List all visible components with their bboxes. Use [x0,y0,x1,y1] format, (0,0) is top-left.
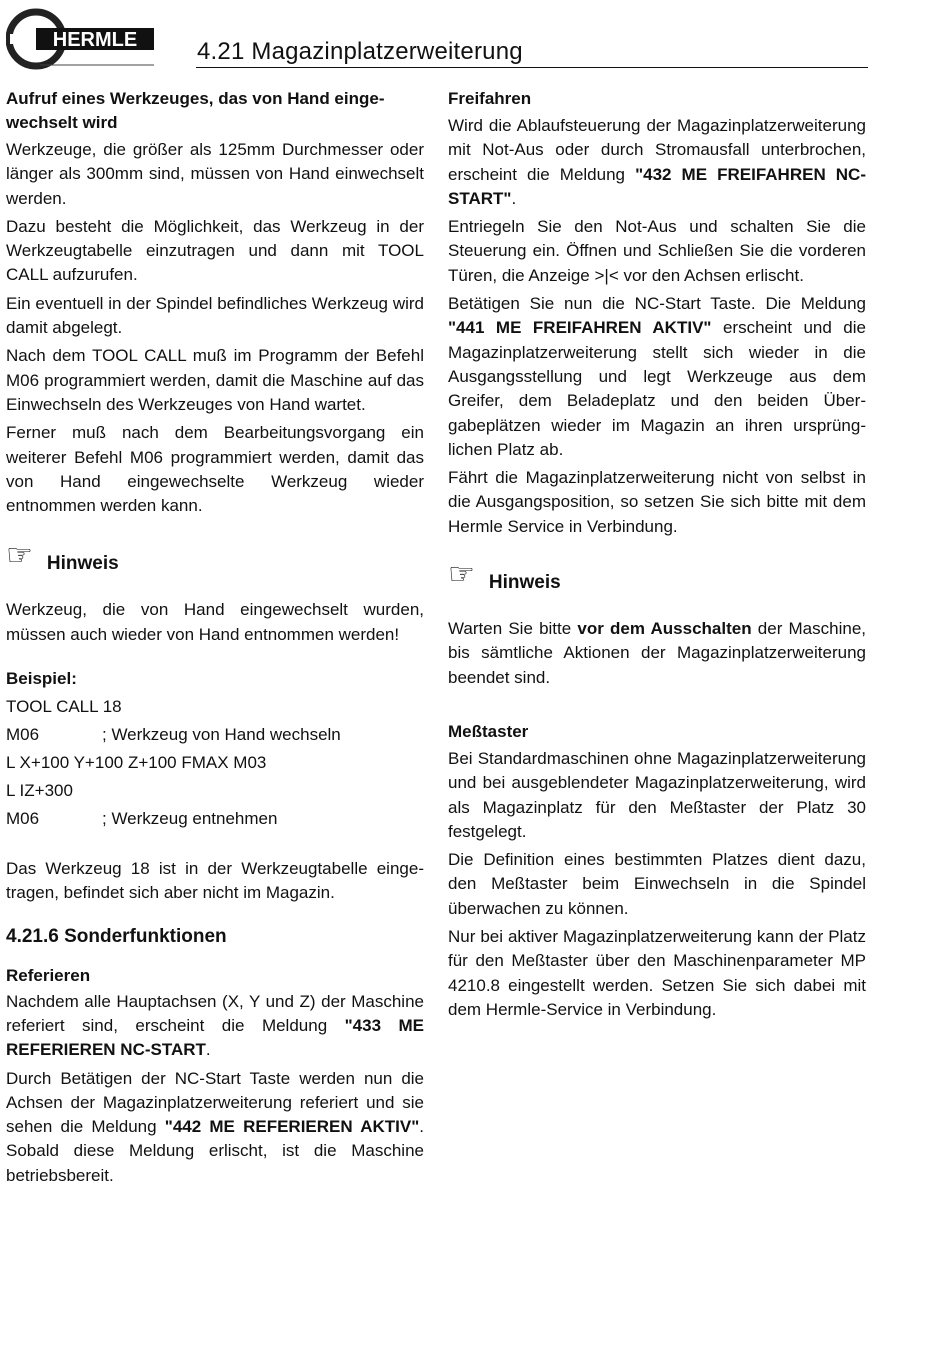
text: erscheint und die Magazinplatzerweiterung stellt sich wieder in die Ausgangsstellung und legt Werkzeuge aus dem Greifer, dem Beladeplatz und den beiden Übergabeplätzen wieder im Magazin an ihren ursprünglichen Platz ab. [448,318,866,459]
message-code: "433 ME REFERIEREN NC-START [6,1015,424,1060]
paragraph: Das Werkzeug 18 ist in der Werkzeugtabelle eingetragen, befindet sich aber nicht im Magazin. [6,859,424,903]
code-line [6,721,424,749]
hinweis-heading [448,558,866,595]
header-rule [196,67,868,68]
pointing-hand-icon: ☞ [448,558,475,592]
code-text: L X+100 Y+100 Z+100 FMAX M03 [6,753,267,773]
paragraph: Nach dem TOOL CALL muß im Programm der Befehl M06 programmiert werden, damit die Maschine auf das Einwechseln des Werkzeuges von Hand wartet. [6,346,424,414]
pointing-hand-icon: ☞ [6,539,33,573]
text: der Maschine, bis sämtliche Aktionen der Magazinplatzerweiterung beendet sind. [448,619,867,687]
paragraph [448,292,866,462]
text: . [205,1040,211,1060]
text: Nachdem alle Hauptachsen (X, Y und Z) der Maschine referiert sind, erscheint die Meldung [6,991,424,1035]
code-line [6,777,424,805]
hinweis-text [448,617,866,690]
code-line [6,693,424,721]
page-title: 4.21 Magazinplatzerweiterung [197,38,523,65]
code-text: M06 [6,809,40,829]
logo-text: HERMLE [52,29,138,51]
heading-aufruf: Aufruf eines Werkzeuges, das von Hand eingewechselt wird [6,89,385,132]
referieren-heading: Referieren [6,965,91,985]
beispiel-heading: Beispiel: [6,669,77,689]
paragraph: Werkzeuge, die größer als 125mm Durchmesser oder länger als 300mm sind, müssen von Hand einwechselt werden. [6,140,424,208]
code-text: TOOL CALL 18 [6,697,122,717]
left-column [6,87,424,1192]
heading-freifahren: Freifahren [448,89,532,108]
paragraph: Ferner muß nach dem Bearbeitungsvorgang ein weiterer Befehl M06 programmiert werden, damit das von Hand eingewechselte Werkzeug wieder entnommen werden kann. [6,423,424,516]
code-example [6,693,424,833]
text: Wird die Ablaufsteuerung der Magazinplatzerweiterung mit Not-Aus oder durch Stromausfall unterbrochen, erscheint die Meldung [448,116,866,184]
paragraph: Die Definition eines bestimmten Platzes dient dazu, den Meßtaster beim Einwechseln in die Spindel überwachen zu können. [448,850,866,918]
hermle-logo [6,8,156,70]
emphasis: vor dem Ausschalten [577,619,752,639]
paragraph: Ein eventuell in der Spindel befindliches Werkzeug wird damit abgelegt. [6,293,424,338]
message-code: "432 ME FREIFAHREN NC-START" [448,164,866,208]
code-line [6,749,424,777]
text: Warten Sie bitte [448,619,578,639]
paragraph [448,114,866,211]
code-text: L IZ+300 [6,781,73,801]
hinweis-heading [6,539,424,576]
paragraph: Entriegeln Sie den Not-Aus und schalten Sie die Steuerung ein. Öffnen und Schließen Sie die vorderen Türen, die Anzeige >|< vor den Achsen erlischt. [448,217,866,285]
section-heading: 4.21.6 Sonderfunktionen [6,925,227,947]
hinweis-label: Hinweis [46,553,119,575]
hinweis-text: Werkzeug, die von Hand eingewechselt wurden, müssen auch wieder von Hand entnommen werden! [6,600,424,644]
message-code: "441 ME FREIFAHREN AKTIV" [448,318,712,338]
paragraph: Fährt die Magazinplatzerweiterung nicht von selbst in die Ausgangsposition, so setzen Sie sich bitte mit dem Hermle Service in Verbindung. [448,468,866,536]
text: . Sobald diese Meldung erlischt, ist die Maschine betriebsbereit. [6,1117,424,1185]
text: . [511,188,517,208]
text: Betätigen Sie nun die NC-Start Taste. Die Meldung [448,294,866,314]
right-column [448,87,866,1026]
hinweis-label: Hinweis [488,572,561,594]
paragraph: Dazu besteht die Möglichkeit, das Werkzeug in der Werkzeugtabelle einzutragen und dann mit TOOL CALL aufzurufen. [6,216,424,285]
paragraph [6,1067,424,1188]
paragraph [6,990,424,1063]
text: Durch Betätigen der NC-Start Taste werden nun die Achsen der Magazinplatzerweiterung referiert und sie sehen die Meldung [6,1068,424,1137]
code-comment: ; Werkzeug entnehmen [102,809,278,829]
messtaster-heading: Meßtaster [448,721,529,741]
message-code: "442 ME REFERIEREN AKTIV" [164,1117,420,1137]
paragraph: Nur bei aktiver Magazinplatzerweiterung kann der Platz für den Meßtaster über den Maschinenparameter MP 4210.8 eingestellt werden. Setzen Sie sich dabei mit dem Hermle-Service in Verbindung. [448,927,866,1019]
code-line [6,805,424,833]
paragraph: Bei Standardmaschinen ohne Magazinplatzerweiterung und bei ausgeblendeter Magazinplatzerweiterung, wird als Magazinplatz für den Meßtaster der Platz 30 festgelegt. [448,748,866,841]
code-text: M06 [6,725,40,745]
code-comment: ; Werkzeug von Hand wechseln [102,725,341,745]
